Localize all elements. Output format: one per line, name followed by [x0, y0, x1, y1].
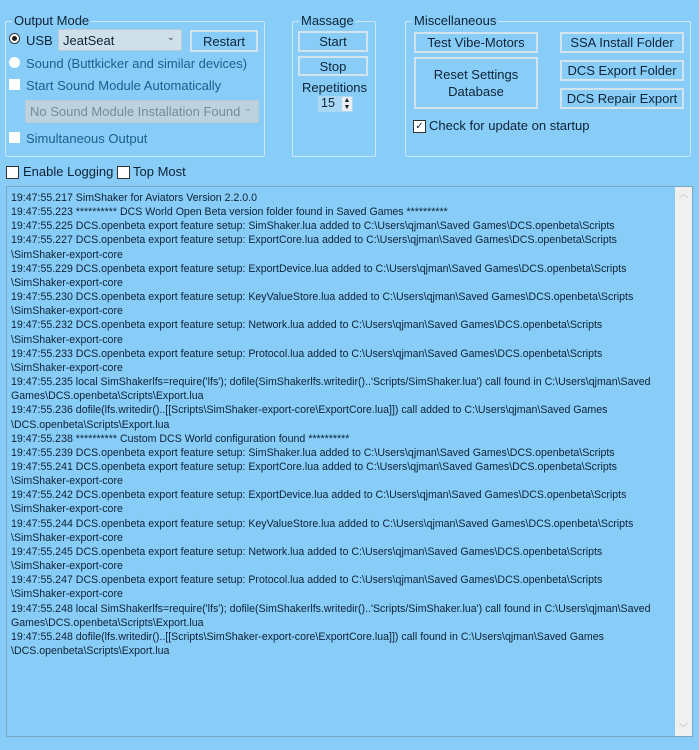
log-line: \SimShaker-export-core [11, 248, 123, 261]
massage-stop-button[interactable]: Stop [298, 56, 368, 76]
log-line: 19:47:55.242 DCS.openbeta export feature setup: ExportDevice.lua added to C:\Users\qjman\Saved Games\DCS.openbeta\Scripts [11, 489, 627, 502]
auto-start-checkbox[interactable] [9, 79, 20, 90]
misc-title: Miscellaneous [414, 13, 497, 28]
scroll-down-icon[interactable]: ﹀ [679, 723, 689, 733]
radio-dot [12, 36, 17, 41]
log-line: 19:47:55.247 DCS.openbeta export feature setup: Protocol.lua added to C:\Users\qjman\Saved Games\DCS.openbeta\Scripts [11, 574, 603, 587]
log-line: 19:47:55.223 ********** DCS World Open Beta version folder found in Saved Games ********** [11, 206, 448, 219]
log-output[interactable] [6, 186, 693, 737]
usb-device-select[interactable] [58, 29, 182, 51]
log-line: 19:47:55.230 DCS.openbeta export feature setup: KeyValueStore.lua added to C:\Users\qjman\Saved Games\DCS.openbeta\Scripts [11, 291, 634, 304]
scroll-up-icon[interactable]: ︿ [679, 189, 689, 199]
log-line: 19:47:55.248 dofile(lfs.writedir()..[[Scripts\SimShaker-export-core\ExportCore.lua]]) call found in C:\Users\qjman\Saved Games [11, 630, 604, 643]
output-mode-title: Output Mode [14, 13, 90, 28]
enable-logging-label: Enable Logging [23, 164, 114, 179]
log-line: \SimShaker-export-core [11, 560, 123, 573]
usb-radio[interactable] [9, 33, 20, 44]
sound-label: Sound (Buttkicker and similar devices) [26, 56, 248, 71]
log-line: Games\DCS.openbeta\Scripts\Export.lua [11, 616, 204, 629]
chevron-down-icon: ⌄ [243, 103, 252, 114]
stepper-arrows-icon[interactable]: ▲ ▼ [343, 97, 351, 111]
log-lines [11, 191, 651, 658]
log-line: \SimShaker-export-core [11, 475, 123, 488]
log-line: \DCS.openbeta\Scripts\Export.lua [11, 645, 170, 657]
log-line: \SimShaker-export-core [11, 305, 123, 318]
repetitions-value: 15 [321, 96, 335, 110]
sound-module-value: No Sound Module Installation Found [30, 104, 241, 119]
log-line: \SimShaker-export-core [11, 361, 123, 374]
log-line: 19:47:55.239 DCS.openbeta export feature setup: SimShaker.lua added to C:\Users\qjman\Saved Games\DCS.openbeta\Scripts [11, 446, 615, 459]
top-most-label: Top Most [133, 164, 186, 179]
log-line: Games\DCS.openbeta\Scripts\Export.lua [11, 390, 204, 403]
log-scrollbar[interactable] [675, 187, 692, 736]
repetitions-stepper[interactable] [318, 96, 353, 112]
ssa-folder-button[interactable]: SSA Install Folder [560, 32, 684, 53]
simultaneous-label: Simultaneous Output [26, 131, 148, 146]
massage-start-button[interactable]: Start [298, 31, 368, 52]
log-line: 19:47:55.233 DCS.openbeta export feature setup: Protocol.lua added to C:\Users\qjman\Saved Games\DCS.openbeta\Scripts [11, 347, 603, 360]
log-line: 19:47:55.227 DCS.openbeta export feature setup: ExportCore.lua added to C:\Users\qjman\Saved Games\DCS.openbeta\Scripts [11, 234, 617, 247]
massage-title: Massage [301, 13, 354, 28]
repetitions-label: Repetitions [302, 80, 368, 95]
log-line: 19:47:55.235 local SimShakerlfs=require('lfs'); dofile(SimShakerlfs.writedir()..'Scripts/SimShaker.lua') call found in C:\Users\qjman\Saved [11, 376, 651, 389]
top-most-checkbox[interactable] [117, 166, 130, 179]
reset-db-button[interactable] [414, 57, 538, 109]
log-line: 19:47:55.238 ********** Custom DCS World configuration found ********** [11, 432, 350, 445]
log-line: 19:47:55.217 SimShaker for Aviators Version 2.2.0.0 [11, 192, 257, 204]
usb-label: USB [26, 33, 53, 48]
restart-button[interactable]: Restart [190, 30, 258, 52]
usb-device-value: JeatSeat [63, 32, 115, 48]
log-line: \DCS.openbeta\Scripts\Export.lua [11, 418, 170, 431]
sound-module-select[interactable] [25, 100, 259, 123]
reset-db-line2: Database [448, 84, 504, 99]
log-line: \SimShaker-export-core [11, 503, 123, 516]
log-line: 19:47:55.244 DCS.openbeta export feature setup: KeyValueStore.lua added to C:\Users\qjman\Saved Games\DCS.openbeta\Scripts [11, 517, 634, 530]
test-vibe-button[interactable]: Test Vibe-Motors [414, 32, 538, 53]
sound-radio[interactable] [9, 57, 20, 68]
simultaneous-checkbox[interactable] [9, 132, 20, 143]
chevron-down-icon: ⌄ [166, 32, 175, 43]
log-line: \SimShaker-export-core [11, 276, 123, 289]
log-line: 19:47:55.225 DCS.openbeta export feature setup: SimShaker.lua added to C:\Users\qjman\Saved Games\DCS.openbeta\Scripts [11, 220, 615, 233]
log-line: 19:47:55.241 DCS.openbeta export feature setup: ExportCore.lua added to C:\Users\qjman\Saved Games\DCS.openbeta\Scripts [11, 460, 617, 473]
check-update-checkbox[interactable]: ✓ [413, 120, 426, 133]
log-line: 19:47:55.248 local SimShakerlfs=require('lfs'); dofile(SimShakerlfs.writedir()..'Scripts/SimShaker.lua') call found in C:\Users\qjman\Saved [11, 602, 651, 615]
log-line: \SimShaker-export-core [11, 531, 123, 544]
enable-logging-checkbox[interactable] [6, 166, 19, 179]
log-line: 19:47:55.236 dofile(lfs.writedir()..[[Scripts\SimShaker-export-core\ExportCore.lua]]) call added to C:\Users\qjman\Saved Games [11, 404, 608, 417]
reset-db-line1: Reset Settings [433, 67, 519, 82]
log-line: 19:47:55.229 DCS.openbeta export feature setup: ExportDevice.lua added to C:\Users\qjman\Saved Games\DCS.openbeta\Scripts [11, 262, 627, 275]
dcs-export-folder-button[interactable]: DCS Export Folder [560, 60, 684, 81]
dcs-repair-button[interactable]: DCS Repair Export [560, 88, 684, 109]
check-update-label: Check for update on startup [429, 118, 590, 133]
log-line: \SimShaker-export-core [11, 333, 123, 346]
log-line: 19:47:55.232 DCS.openbeta export feature setup: Network.lua added to C:\Users\qjman\Saved Games\DCS.openbeta\Scripts [11, 319, 603, 332]
log-line: 19:47:55.245 DCS.openbeta export feature setup: Network.lua added to C:\Users\qjman\Saved Games\DCS.openbeta\Scripts [11, 545, 603, 558]
auto-start-label: Start Sound Module Automatically [26, 78, 222, 93]
log-line: \SimShaker-export-core [11, 588, 123, 601]
